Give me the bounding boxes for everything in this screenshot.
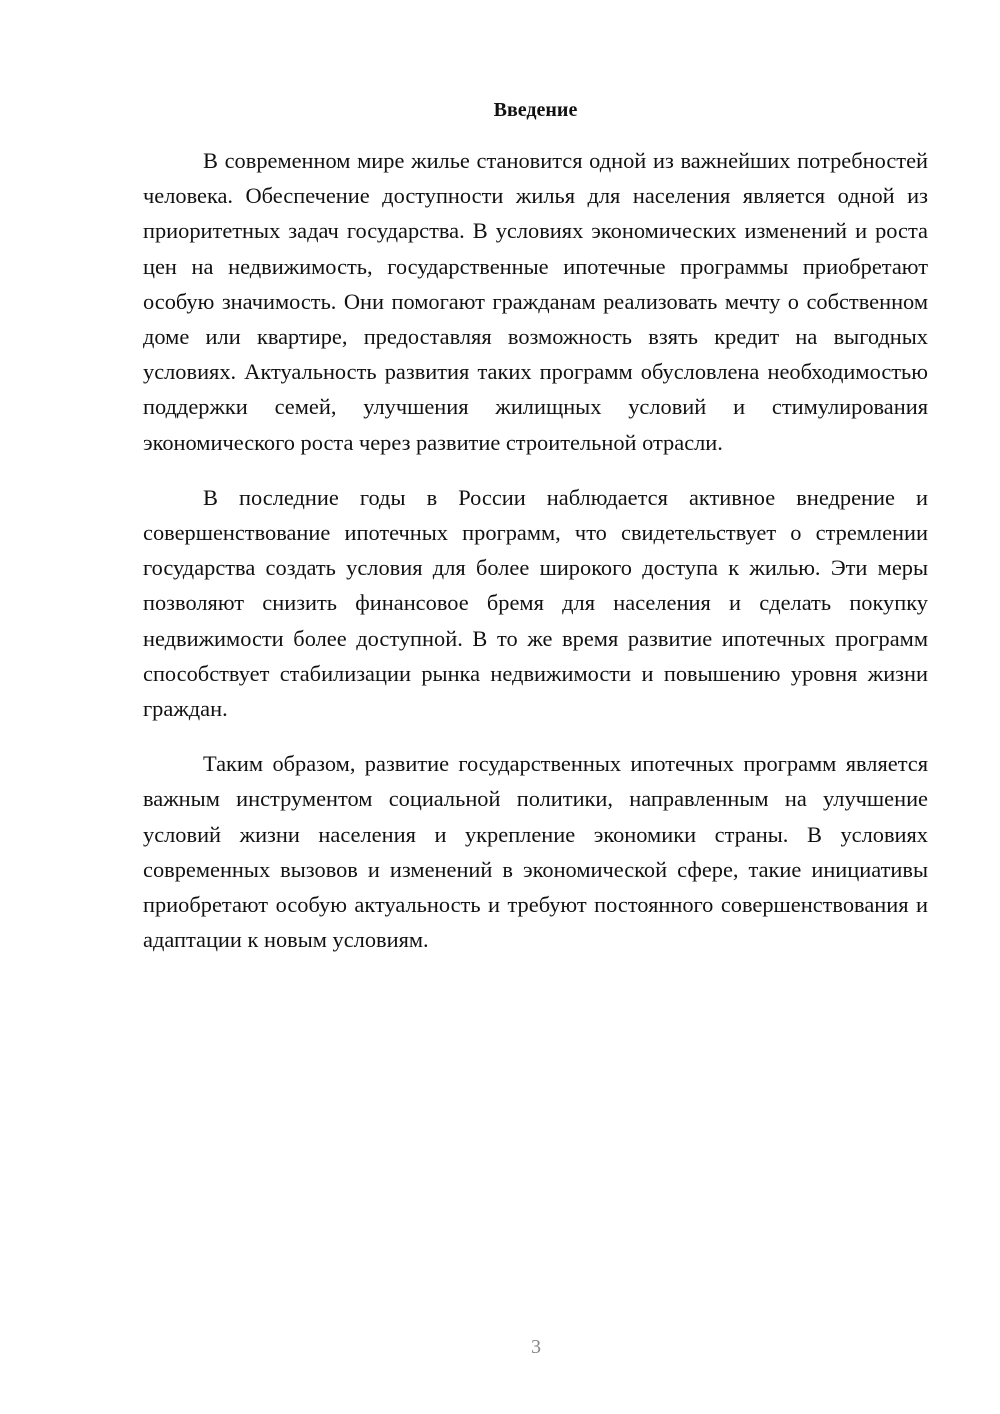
paragraph-2: В последние годы в России наблюдается активное внедрение и совершенствование ипотечных программ, что свидетельствует о стремлении государства создать условия для более широкого доступа к жилью. Эти меры позволяют снизить финансовое бремя для населения и сделать покупку недвижимости более доступной. В то же время развитие ипотечных программ способствует стабилизации рынка недвижимости и повышению уровня жизни граждан. xyxy=(143,484,928,722)
section-title: Введение xyxy=(493,99,578,121)
paragraph-1: В современном мире жилье становится одной из важнейших потребностей человека. Обеспечение доступности жилья для населения является одной из приоритетных задач государства. В условиях экономических изменений и роста цен на недвижимость, государственные ипотечные программы приобретают особую значимость. Они помогают гражданам реализовать мечту о собственном доме или квартире, предоставляя возможность взять кредит на выгодных условиях. Актуальность развития таких программ обусловлена необходимостью поддержки семей, улучшения жилищных условий и стимулирования экономического роста через развитие строительной отрасли. xyxy=(143,148,928,455)
page-number: 3 xyxy=(531,1336,541,1358)
section-body xyxy=(143,143,928,977)
paragraph-3: Таким образом, развитие государственных ипотечных программ является важным инструментом социальной политики, направленным на улучшение условий жизни населения и укрепление экономики страны. В условиях современных вызовов и изменений в экономической сфере, такие инициативы приобретают особую актуальность и требуют постоянного совершенствования и адаптации к новым условиям. xyxy=(143,751,928,953)
